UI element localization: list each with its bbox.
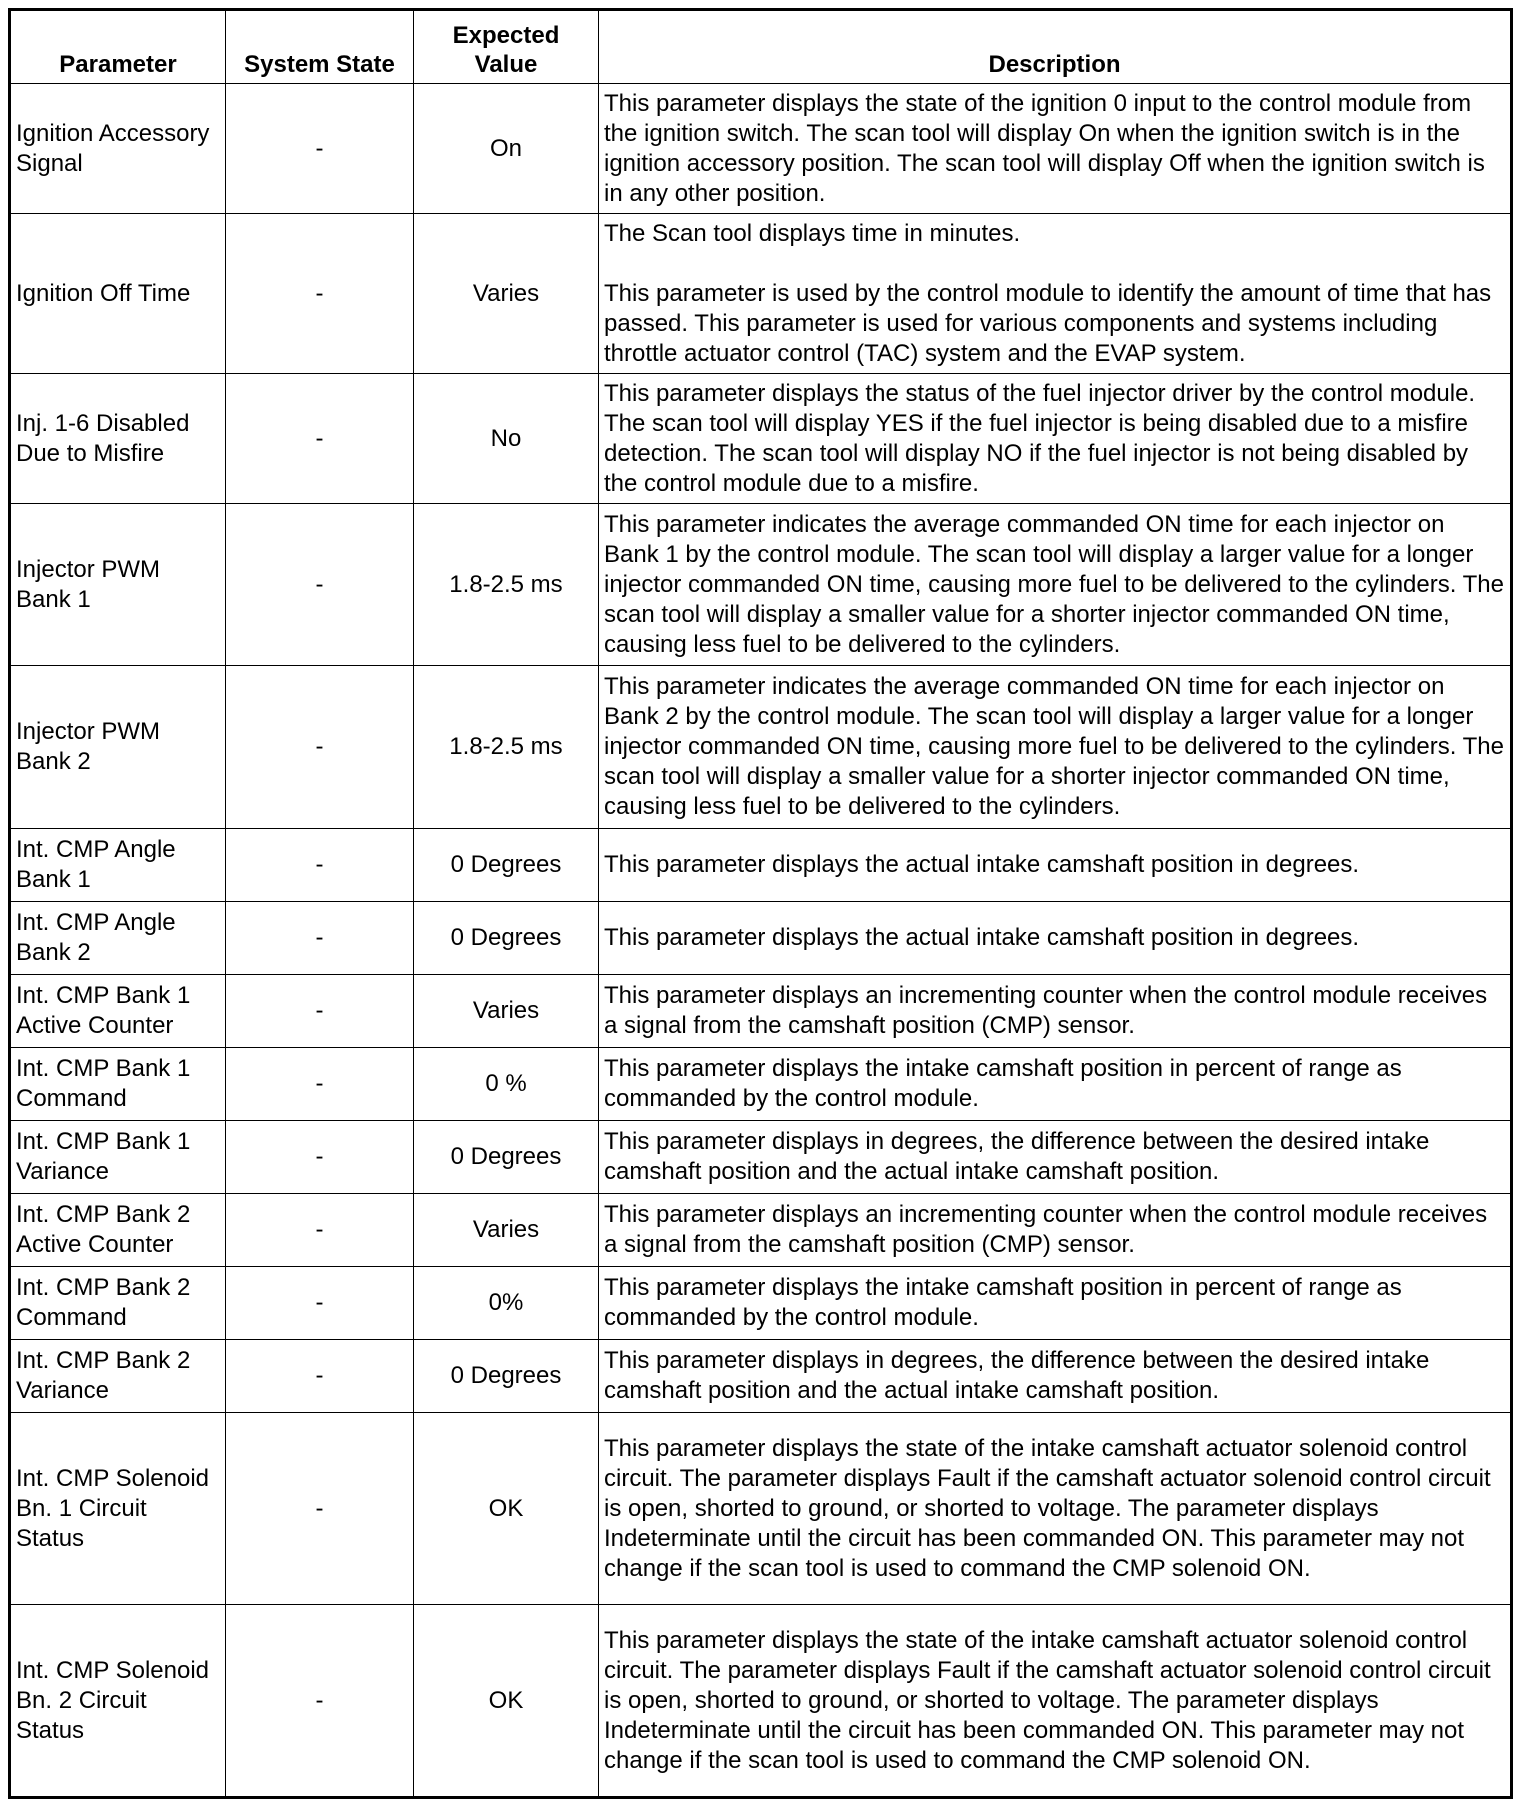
description-text: This parameter displays the actual intake camshaft position in degrees. [604,924,1360,951]
header-expected-value-line1: Expected [452,22,560,49]
system-state-cell: - [226,214,414,374]
description-cell [599,504,1512,666]
expected-value-cell: No [414,374,599,504]
parameter-cell: Injector PWM Bank 2 [10,666,226,829]
system-state-cell: - [226,1121,414,1194]
system-state-cell: - [226,975,414,1048]
table-row [10,1605,1512,1798]
header-parameter: Parameter [10,10,226,84]
table-row [10,1267,1512,1340]
expected-value-cell: Varies [414,975,599,1048]
system-state-cell: - [226,829,414,902]
parameter-cell: Int. CMP Bank 2 Active Counter [10,1194,226,1267]
system-state-cell: - [226,1048,414,1121]
description-text: This parameter indicates the average commanded ON time for each injector on Bank 1 by the control module. The scan tool will display a larger value for a longer injector commanded ON time, causing more fuel to be delivered to the cylinders. The scan tool will display a smaller value for a shorter injector commanded ON time, causing less fuel to be delivered to the cylinders. [604,510,1504,658]
description-cell [599,214,1512,374]
description-text: This parameter displays the intake camshaft position in percent of range as commanded by the control module. [604,1274,1402,1331]
expected-value-cell: 0 Degrees [414,1121,599,1194]
system-state-cell: - [226,902,414,975]
table-row [10,214,1512,374]
description-cell [599,84,1512,214]
description-text: This parameter displays an incrementing counter when the control module receives a signal from the camshaft position (CMP) sensor. [604,1201,1488,1258]
parameter-cell: Ignition Off Time [10,214,226,374]
parameter-cell: Int. CMP Bank 1 Command [10,1048,226,1121]
system-state-cell: - [226,1340,414,1413]
description-text: This parameter displays the actual intake camshaft position in degrees. [604,851,1360,878]
description-text-paragraph-2: This parameter is used by the control module to identify the amount of time that has passed. This parameter is used for various components and systems including throttle actuator control (TAC) system and the EVAP system. [604,279,1492,367]
description-text: The Scan tool displays time in minutes. [604,219,1021,247]
system-state-cell: - [226,666,414,829]
system-state-cell: - [226,84,414,214]
table-row [10,1048,1512,1121]
description-cell [599,1194,1512,1267]
table-row [10,504,1512,666]
description-text: This parameter indicates the average commanded ON time for each injector on Bank 2 by the control module. The scan tool will display a larger value for a longer injector commanded ON time, causing more fuel to be delivered to the cylinders. The scan tool will display a smaller value for a shorter injector commanded ON time, causing less fuel to be delivered to the cylinders. [604,673,1504,820]
table-row [10,1194,1512,1267]
parameter-cell: Int. CMP Bank 1 Active Counter [10,975,226,1048]
description-cell [599,829,1512,902]
header-expected-value [414,10,599,84]
parameter-table [8,8,1513,1799]
description-cell [599,666,1512,829]
expected-value-cell: Varies [414,1194,599,1267]
description-cell [599,1048,1512,1121]
parameter-cell: Int. CMP Bank 1 Variance [10,1121,226,1194]
parameter-cell: Int. CMP Bank 2 Variance [10,1340,226,1413]
parameter-cell: Inj. 1-6 Disabled Due to Misfire [10,374,226,504]
expected-value-cell: 1.8-2.5 ms [414,666,599,829]
header-system-state: System State [226,10,414,84]
description-cell [599,975,1512,1048]
description-cell [599,1121,1512,1194]
description-text: This parameter displays the state of the intake camshaft actuator solenoid control circuit. The parameter displays Fault if the camshaft actuator solenoid control circuit is open, shorted to ground, or shorted to voltage. The parameter displays Indeterminate until the circuit has been commanded ON. This parameter may not change if the scan tool is used to command the CMP solenoid ON. [604,1626,1491,1774]
description-text: This parameter displays the state of the intake camshaft actuator solenoid control circuit. The parameter displays Fault if the camshaft actuator solenoid control circuit is open, shorted to ground, or shorted to voltage. The parameter displays Indeterminate until the circuit has been commanded ON. This parameter may not change if the scan tool is used to command the CMP solenoid ON. [604,1434,1491,1582]
system-state-cell: - [226,1605,414,1798]
system-state-cell: - [226,1413,414,1605]
table-row [10,1413,1512,1605]
table-row [10,666,1512,829]
header-expected-value-line2: Value [474,51,538,78]
parameter-cell: Int. CMP Angle Bank 1 [10,829,226,902]
table-header-row [10,10,1512,84]
description-cell [599,1267,1512,1340]
expected-value-cell: 0 Degrees [414,902,599,975]
table-row [10,829,1512,902]
expected-value-cell: Varies [414,214,599,374]
system-state-cell: - [226,504,414,666]
expected-value-cell: 0% [414,1267,599,1340]
table-row [10,1340,1512,1413]
parameter-cell: Int. CMP Solenoid Bn. 2 Circuit Status [10,1605,226,1798]
description-text: This parameter displays in degrees, the difference between the desired intake camshaft position and the actual intake camshaft position. [604,1128,1430,1185]
table-row [10,374,1512,504]
parameter-cell: Int. CMP Solenoid Bn. 1 Circuit Status [10,1413,226,1605]
description-cell [599,902,1512,975]
description-text: This parameter displays the status of the fuel injector driver by the control module. The scan tool will display YES if the fuel injector is being disabled due to a misfire detection. The scan tool will display NO if the fuel injector is not being disabled by the control module due to a misfire. [604,379,1476,497]
table-body [10,84,1512,1798]
parameter-cell: Int. CMP Angle Bank 2 [10,902,226,975]
table-row [10,902,1512,975]
expected-value-cell: 0 Degrees [414,829,599,902]
parameter-cell: Injector PWM Bank 1 [10,504,226,666]
table-row [10,1121,1512,1194]
system-state-cell: - [226,374,414,504]
expected-value-cell: 0 Degrees [414,1340,599,1413]
description-cell [599,374,1512,504]
table-row [10,975,1512,1048]
description-text: This parameter displays in degrees, the difference between the desired intake camshaft position and the actual intake camshaft position. [604,1347,1430,1404]
parameter-cell: Int. CMP Bank 2 Command [10,1267,226,1340]
description-text: This parameter displays the intake camshaft position in percent of range as commanded by the control module. [604,1055,1402,1112]
expected-value-cell: On [414,84,599,214]
description-cell [599,1605,1512,1798]
expected-value-cell: OK [414,1605,599,1798]
system-state-cell: - [226,1267,414,1340]
parameter-cell: Ignition Accessory Signal [10,84,226,214]
expected-value-cell: 0 % [414,1048,599,1121]
description-text: This parameter displays the state of the ignition 0 input to the control module from the ignition switch. The scan tool will display On when the ignition switch is in the ignition accessory position. The scan tool will display Off when the ignition switch is in any other position. [604,89,1485,207]
description-cell [599,1340,1512,1413]
expected-value-cell: 1.8-2.5 ms [414,504,599,666]
description-text: This parameter displays an incrementing counter when the control module receives a signal from the camshaft position (CMP) sensor. [604,982,1488,1039]
table-row [10,84,1512,214]
header-description: Description [599,10,1512,84]
description-cell [599,1413,1512,1605]
system-state-cell: - [226,1194,414,1267]
expected-value-cell: OK [414,1413,599,1605]
